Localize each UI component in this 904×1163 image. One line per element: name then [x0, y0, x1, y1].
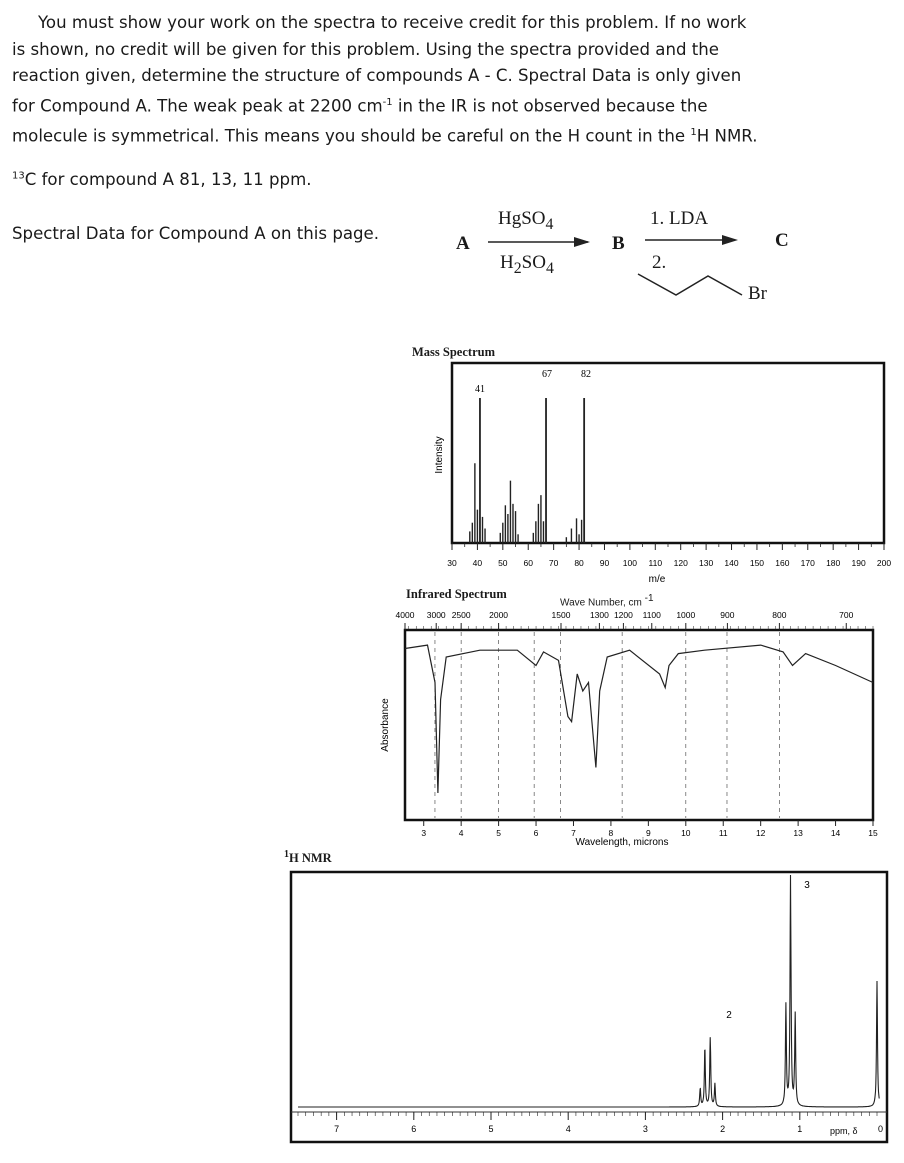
- ms-xlabel: m/e: [648, 574, 666, 585]
- ms-peak-label: 41: [475, 384, 485, 395]
- instructions-line-5-rest: H NMR.: [696, 126, 758, 146]
- nmr-integration-label: 3: [804, 880, 810, 891]
- ms-tick-label: 100: [622, 558, 637, 568]
- ms-tick-label: 90: [599, 558, 610, 568]
- ir-bottom-tick-label: 3: [421, 828, 427, 838]
- ir-bottom-tick-label: 4: [458, 828, 464, 838]
- ms-tick-label: 130: [699, 558, 714, 568]
- ms-tick-label: 140: [724, 558, 739, 568]
- step-1-lda: 1. LDA: [650, 208, 709, 229]
- ir-spectrum-frame: [405, 630, 873, 820]
- ms-tick-label: 70: [548, 558, 559, 568]
- instructions-line-4-rest: in the IR is not observed because the: [392, 96, 708, 116]
- nmr-tick-label: 2: [720, 1124, 726, 1134]
- ir-top-tick-label: 900: [720, 610, 735, 620]
- ir-bottom-tick-label: 6: [533, 828, 539, 838]
- reaction-scheme: [440, 200, 860, 310]
- arrow-head-1: [574, 237, 590, 247]
- ir-top-label: [560, 593, 654, 608]
- ms-tick-label: 110: [648, 558, 663, 568]
- ir-bottom-tick-label: 10: [681, 828, 691, 838]
- ir-spectrum-title: Infrared Spectrum: [406, 587, 507, 601]
- bromide-label: Br: [748, 283, 767, 304]
- ms-tick-label: 150: [749, 558, 765, 568]
- ir-top-tick-label: 1200: [613, 610, 633, 620]
- ir-top-tick-label: 800: [772, 610, 787, 620]
- ms-tick-label: 50: [498, 558, 508, 568]
- ms-tick-label: 170: [800, 558, 815, 568]
- nmr-tick-label: 5: [488, 1124, 494, 1134]
- nmr-tick-label: 7: [334, 1124, 340, 1134]
- compound-c: C: [775, 230, 789, 251]
- c13-text: C for compound A 81, 13, 11 ppm.: [24, 170, 312, 189]
- compound-a: A: [456, 233, 470, 254]
- c13-data: [12, 170, 312, 189]
- arrow-head-2: [722, 235, 738, 245]
- ir-bottom-tick-label: 14: [830, 828, 841, 838]
- ir-top-tick-label: 2000: [489, 610, 509, 620]
- ms-tick-label: 60: [523, 558, 533, 568]
- superscript: 1: [284, 849, 289, 860]
- nmr-ppm-label: ppm, δ: [830, 1126, 858, 1136]
- reagent-h2so4-h: H: [500, 252, 514, 273]
- subscript: 4: [545, 215, 554, 233]
- nmr-title-text: H NMR: [289, 851, 332, 866]
- ms-tick-label: 180: [826, 558, 841, 568]
- ms-peak-label: 82: [581, 369, 591, 380]
- ir-top-tick-label: 1500: [551, 610, 571, 620]
- ms-tick-label: 160: [775, 558, 790, 568]
- instructions-line-2: is shown, no credit will be given for this problem. Using the spectra provided and the: [12, 39, 720, 59]
- nmr-tick-label: 1: [797, 1124, 803, 1134]
- reagent-h2so4-so: SO: [521, 252, 546, 273]
- propyl-bromide-structure: [638, 274, 742, 295]
- ir-xlabel: Wavelength, microns: [575, 837, 669, 848]
- ms-ylabel: Intensity: [434, 436, 445, 474]
- superscript: -1: [382, 96, 393, 108]
- nmr-tick-label: 6: [411, 1124, 417, 1134]
- ms-tick-label: 30: [447, 558, 457, 568]
- ir-top-tick-label: 4000: [395, 610, 415, 620]
- ir-bottom-tick-label: 12: [755, 828, 766, 838]
- superscript: 1: [690, 126, 697, 138]
- mass-spectrum-frame: [452, 363, 884, 543]
- subscript: 2: [513, 259, 522, 277]
- ms-tick-label: 80: [574, 558, 584, 568]
- ms-tick-label: 40: [472, 558, 483, 568]
- ir-top-tick-label: 2500: [451, 610, 471, 620]
- ir-top-tick-label: 3000: [426, 610, 446, 620]
- instructions-line-3: reaction given, determine the structure of compounds A - C. Spectral Data is only given: [12, 66, 742, 85]
- ir-top-label-text: Wave Number, cm: [560, 597, 642, 609]
- ir-bottom-tick-label: 15: [868, 828, 878, 838]
- nmr-tick-label: 4: [565, 1124, 571, 1134]
- ir-bottom-tick-label: 13: [793, 828, 803, 838]
- ir-bottom-tick-label: 9: [645, 828, 651, 838]
- ir-bottom-tick-label: 8: [608, 828, 614, 838]
- superscript: -1: [644, 593, 654, 604]
- instructions-line-5: molecule is symmetrical. This means you should be careful on the H count in the: [12, 126, 691, 146]
- ir-bottom-tick-label: 7: [571, 828, 576, 838]
- ir-top-tick-label: 1000: [676, 610, 696, 620]
- superscript: 13: [12, 170, 25, 182]
- instructions-line-1: You must show your work on the spectra to receive credit for this problem. If no work: [38, 13, 747, 32]
- ms-tick-label: 200: [876, 558, 892, 568]
- subscript: 4: [545, 259, 554, 277]
- mass-spectrum-title: Mass Spectrum: [412, 345, 495, 359]
- step-2: 2.: [652, 252, 667, 273]
- nmr-zero-label: 0: [878, 1124, 884, 1134]
- ir-bottom-tick-label: 11: [718, 828, 728, 838]
- nmr-frame: [291, 872, 887, 1142]
- ir-top-tick-label: 700: [839, 610, 854, 620]
- instructions-line-4: for Compound A. The weak peak at 2200 cm: [12, 96, 383, 116]
- reaction-arrows: [440, 200, 860, 310]
- nmr-title: [284, 849, 332, 866]
- ms-tick-label: 190: [851, 558, 866, 568]
- ir-top-tick-label: 1100: [642, 610, 661, 620]
- ir-top-tick-label: 1300: [589, 610, 609, 620]
- nmr-integration-label: 2: [726, 1010, 732, 1021]
- ir-bottom-tick-label: 5: [496, 828, 501, 838]
- ir-ylabel: Absorbance: [380, 698, 391, 752]
- nmr-tick-label: 3: [642, 1124, 648, 1134]
- reagent-hgso4-text: HgSO: [498, 208, 546, 229]
- nmr-spectrum-line: [298, 875, 879, 1107]
- ms-tick-label: 120: [673, 558, 688, 568]
- spectral-data-label: Spectral Data for Compound A on this page.: [12, 224, 380, 243]
- instructions-paragraph: [12, 10, 892, 150]
- ir-absorbance-line: [405, 645, 873, 793]
- ms-peak-label: 67: [542, 369, 552, 380]
- compound-b: B: [612, 233, 625, 254]
